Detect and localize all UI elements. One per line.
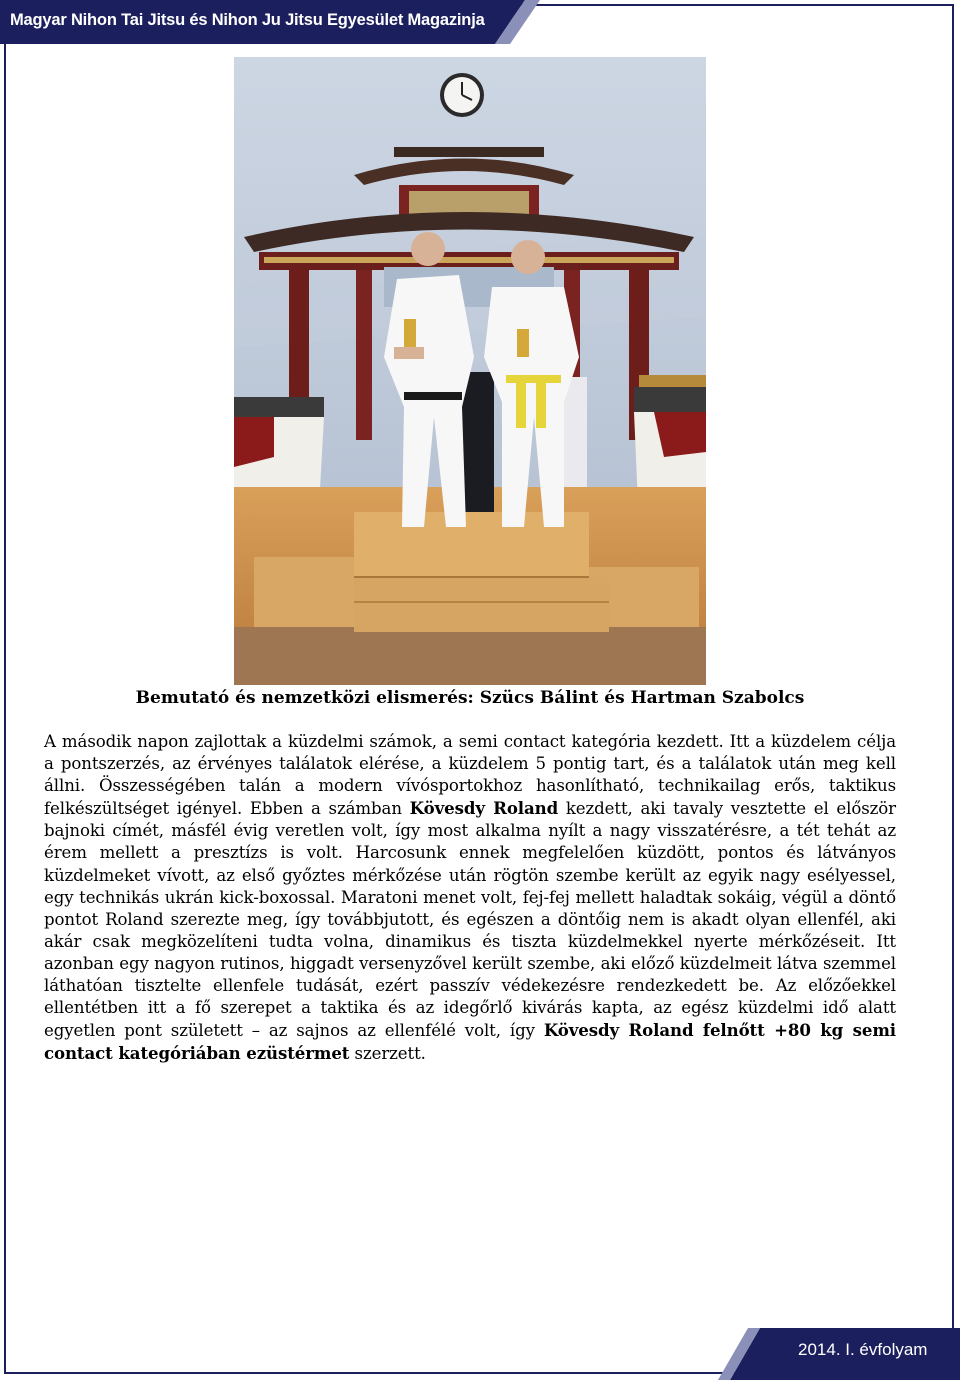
magazine-title: Magyar Nihon Tai Jitsu és Nihon Ju Jitsu Egyesület Magazinja [10, 11, 485, 29]
result-highlight: Kövesdy Roland felnőtt +80 kg semi contact kategóriában ezüstérmet [44, 1020, 896, 1064]
photo-caption: Bemutató és nemzetközi elismerés: Szücs Bálint és Hartman Szabolcs [135, 688, 805, 708]
article-text-1: A második napon zajlottak a küzdelmi számok, a semi contact kategória kezdett. Itt a küzdelem célja a pontszerzés, az érvényes találatok elérése, a küzdelem 5 pontig tart, és a találatok után meg kell állni. Összességében talán a modern vívósportokhoz hasonlítható, technikailag erős, taktikus felkészültséget igényel. Ebben a számban [44, 732, 896, 819]
issue-label: 2014. I. évfolyam [798, 1340, 928, 1359]
article-text-3: szerzett. [349, 1044, 426, 1064]
podium-photo [234, 57, 706, 685]
article-text-2: kezdett, aki tavaly vesztette el először bajnoki címét, másfél évig veretlen volt, így most alkalma nyílt a nagy visszatérésre, a tét tehát az érem mellett a presztízs is volt. Harcosunk ennek megfelelően küzdött, pontos és látványos küzdelmeket vívott, az első győztes mérkőzése után rögtön szembe került az egyik nagy esélyessel, egy technikás ukrán kick-boxossal. Maratoni menet volt, fej-fej mellett haladtak sokáig, végül a döntő pontot Roland szerezte meg, így továbbjutott, és egészen a döntőig nem is akadt olyan ellenfél, aki akár csak megközelíteni tudta volna, dinamikus és tiszta küzdelmekkel nyerte mérkőzéseit. Itt azonban egy nagyon rutinos, higgadt versenyzővel került szembe, aki előző küzdelmeit látva szemmel láthatóan tisztelte ellenfele tudását, ezért passzív védekezésre rendezkedett be. Az előzőekkel ellentétben itt a fő szerepet a taktika és az idegőrlő kivárás kapta, az egész küzdelmi idő alatt egyetlen pont született – az sajnos az ellenfélé volt, így [44, 799, 896, 1041]
athlete-name: Kövesdy Roland [409, 798, 559, 819]
article-body [44, 731, 896, 1065]
